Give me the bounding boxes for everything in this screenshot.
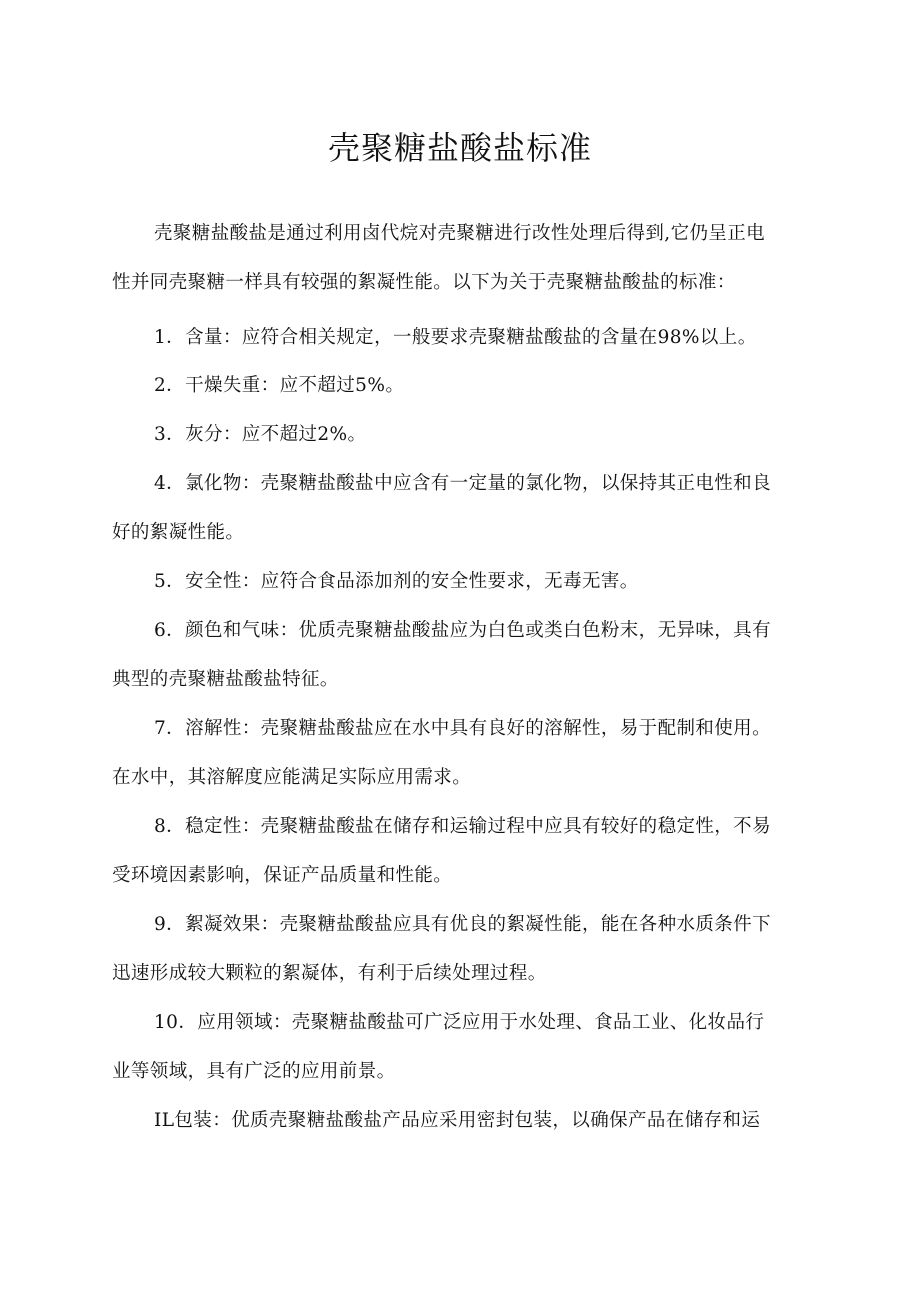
paragraph-line: 在水中，其溶解度应能满足实际应用需求。 xyxy=(112,767,472,788)
paragraph-line: 8．稳定性：壳聚糖盐酸盐在储存和运输过程中应具有较好的稳定性，不易 xyxy=(154,816,771,837)
paragraph-line: 6．颜色和气味：优质壳聚糖盐酸盐应为白色或类白色粉末，无异味，具有 xyxy=(154,620,771,641)
paragraph-line: 5．安全性：应符合食品添加剂的安全性要求，无毒无害。 xyxy=(154,571,639,592)
standard-item-7 xyxy=(112,704,812,802)
paragraph-line: 3．灰分：应不超过2%。 xyxy=(154,424,367,445)
paragraph-line: 性并同壳聚糖一样具有较强的絮凝性能。以下为关于壳聚糖盐酸盐的标准： xyxy=(112,272,736,293)
paragraph-line: 4．氯化物：壳聚糖盐酸盐中应含有一定量的氯化物，以保持其正电性和良 xyxy=(154,473,771,494)
paragraph-line: 业等领域，具有广泛的应用前景。 xyxy=(112,1061,396,1082)
paragraph-line: 好的絮凝性能。 xyxy=(112,522,245,543)
standard-item-8 xyxy=(112,802,812,900)
standard-item-4 xyxy=(112,459,812,557)
paragraph-line: 壳聚糖盐酸盐是通过利用卤代烷对壳聚糖进行改性处理后得到,它仍呈正电 xyxy=(154,223,766,244)
paragraph-line: 2．干燥失重：应不超过5%。 xyxy=(154,375,405,396)
paragraph-line: 1．含量：应符合相关规定，一般要求壳聚糖盐酸盐的含量在98%以上。 xyxy=(154,327,757,348)
paragraph-line: 10．应用领域：壳聚糖盐酸盐可广泛应用于水处理、食品工业、化妆品行 xyxy=(154,1012,765,1033)
paragraph-line: 迅速形成较大颗粒的絮凝体，有利于后续处理过程。 xyxy=(112,963,547,984)
paragraph-line: 典型的壳聚糖盐酸盐特征。 xyxy=(112,669,339,690)
standard-item-11 xyxy=(112,1096,812,1145)
paragraph-line: 7．溶解性：壳聚糖盐酸盐应在水中具有良好的溶解性，易于配制和使用。 xyxy=(154,718,771,739)
paragraph-line: IL包装：优质壳聚糖盐酸盐产品应采用密封包装，以确保产品在储存和运 xyxy=(154,1110,761,1131)
standard-item-5 xyxy=(112,557,812,606)
standard-item-3 xyxy=(112,410,812,459)
intro-paragraph xyxy=(112,209,812,307)
document-title: 壳聚糖盐酸盐标准 xyxy=(327,129,592,167)
standard-item-9 xyxy=(112,900,812,998)
paragraph-line: 受环境因素影响，保证产品质量和性能。 xyxy=(112,865,453,886)
standard-item-6 xyxy=(112,606,812,704)
standard-item-1 xyxy=(112,313,812,362)
paragraph-line: 9．絮凝效果：壳聚糖盐酸盐应具有优良的絮凝性能，能在各种水质条件下 xyxy=(154,914,771,935)
standard-item-2 xyxy=(112,361,812,410)
standard-item-10 xyxy=(112,998,812,1096)
